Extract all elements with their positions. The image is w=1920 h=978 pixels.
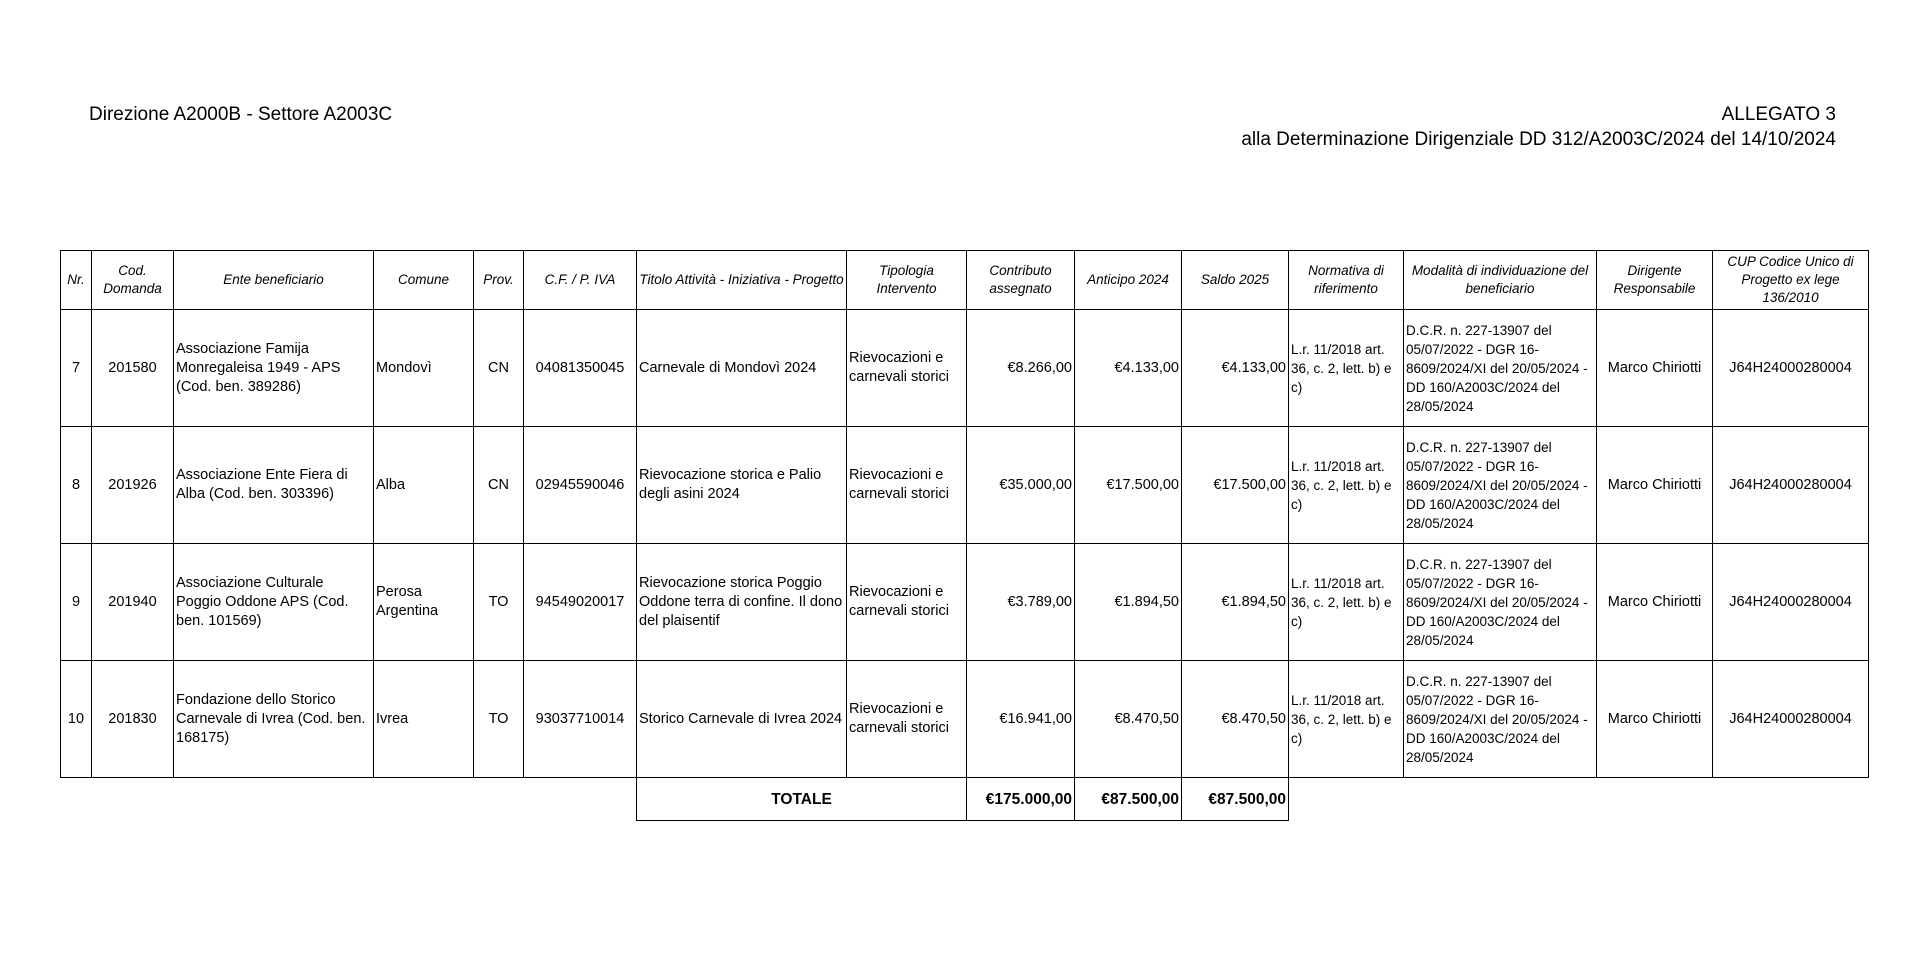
cell-contributo: €16.941,00 xyxy=(967,661,1075,778)
col-anticipo: Anticipo 2024 xyxy=(1075,251,1182,310)
col-normativa: Normativa di riferimento xyxy=(1289,251,1404,310)
total-contributo: €175.000,00 xyxy=(967,778,1075,821)
allegato-title: ALLEGATO 3 xyxy=(1721,104,1836,125)
cell-cup: J64H24000280004 xyxy=(1713,544,1869,661)
cell-cup: J64H24000280004 xyxy=(1713,310,1869,427)
determinazione-reference: alla Determinazione Dirigenziale DD 312/A2003C/2024 del 14/10/2024 xyxy=(1241,129,1836,150)
cell-anticipo: €4.133,00 xyxy=(1075,310,1182,427)
col-titolo: Titolo Attività - Iniziativa - Progetto xyxy=(637,251,847,310)
cell-tipologia: Rievocazioni e carnevali storici xyxy=(847,661,967,778)
cell-contributo: €35.000,00 xyxy=(967,427,1075,544)
cell-tipologia: Rievocazioni e carnevali storici xyxy=(847,544,967,661)
col-saldo: Saldo 2025 xyxy=(1182,251,1289,310)
cell-cf: 02945590046 xyxy=(524,427,637,544)
table-row xyxy=(61,544,1869,661)
cell-modalita: D.C.R. n. 227-13907 del 05/07/2022 - DGR 16-8609/2024/XI del 20/05/2024 - DD 160/A2003C/2024 del 28/05/2024 xyxy=(1404,661,1597,778)
total-label: TOTALE xyxy=(637,778,967,821)
cell-saldo: €1.894,50 xyxy=(1182,544,1289,661)
cell-anticipo: €17.500,00 xyxy=(1075,427,1182,544)
cell-cf: 94549020017 xyxy=(524,544,637,661)
table-header-row xyxy=(61,251,1869,310)
cell-cup: J64H24000280004 xyxy=(1713,427,1869,544)
col-comune: Comune xyxy=(374,251,474,310)
cell-normativa: L.r. 11/2018 art. 36, c. 2, lett. b) e c) xyxy=(1289,310,1404,427)
cell-cod: 201926 xyxy=(92,427,174,544)
table-row xyxy=(61,661,1869,778)
col-prov: Prov. xyxy=(474,251,524,310)
col-cup: CUP Codice Unico di Progetto ex lege 136/2010 xyxy=(1713,251,1869,310)
cell-titolo: Rievocazione storica e Palio degli asini 2024 xyxy=(637,427,847,544)
total-saldo: €87.500,00 xyxy=(1182,778,1289,821)
header-allegato xyxy=(1241,102,1836,152)
cell-prov: TO xyxy=(474,544,524,661)
total-spacer-left xyxy=(61,778,637,821)
table-row xyxy=(61,427,1869,544)
beneficiari-table xyxy=(60,250,1869,821)
col-contributo: Contributo assegnato xyxy=(967,251,1075,310)
cell-tipologia: Rievocazioni e carnevali storici xyxy=(847,427,967,544)
col-dirigente: Dirigente Responsabile xyxy=(1597,251,1713,310)
header-direzione: Direzione A2000B - Settore A2003C xyxy=(89,104,393,125)
cell-nr: 7 xyxy=(61,310,92,427)
cell-tipologia: Rievocazioni e carnevali storici xyxy=(847,310,967,427)
cell-nr: 8 xyxy=(61,427,92,544)
cell-nr: 9 xyxy=(61,544,92,661)
cell-cf: 93037710014 xyxy=(524,661,637,778)
cell-comune: Mondovì xyxy=(374,310,474,427)
cell-comune: Perosa Argentina xyxy=(374,544,474,661)
total-spacer-right xyxy=(1289,778,1869,821)
cell-comune: Alba xyxy=(374,427,474,544)
cell-titolo: Rievocazione storica Poggio Oddone terra di confine. Il dono del plaisentif xyxy=(637,544,847,661)
cell-dirigente: Marco Chiriotti xyxy=(1597,661,1713,778)
cell-ente: Associazione Ente Fiera di Alba (Cod. ben. 303396) xyxy=(174,427,374,544)
cell-cup: J64H24000280004 xyxy=(1713,661,1869,778)
cell-comune: Ivrea xyxy=(374,661,474,778)
cell-contributo: €3.789,00 xyxy=(967,544,1075,661)
cell-contributo: €8.266,00 xyxy=(967,310,1075,427)
cell-titolo: Storico Carnevale di Ivrea 2024 xyxy=(637,661,847,778)
cell-anticipo: €8.470,50 xyxy=(1075,661,1182,778)
cell-anticipo: €1.894,50 xyxy=(1075,544,1182,661)
total-row xyxy=(61,778,1869,821)
cell-ente: Associazione Famija Monregaleisa 1949 - APS (Cod. ben. 389286) xyxy=(174,310,374,427)
cell-dirigente: Marco Chiriotti xyxy=(1597,310,1713,427)
table-row xyxy=(61,310,1869,427)
cell-dirigente: Marco Chiriotti xyxy=(1597,544,1713,661)
cell-saldo: €17.500,00 xyxy=(1182,427,1289,544)
cell-nr: 10 xyxy=(61,661,92,778)
cell-prov: TO xyxy=(474,661,524,778)
col-modalita: Modalità di individuazione del beneficiario xyxy=(1404,251,1597,310)
cell-saldo: €8.470,50 xyxy=(1182,661,1289,778)
col-cf: C.F. / P. IVA xyxy=(524,251,637,310)
cell-normativa: L.r. 11/2018 art. 36, c. 2, lett. b) e c) xyxy=(1289,661,1404,778)
cell-saldo: €4.133,00 xyxy=(1182,310,1289,427)
cell-modalita: D.C.R. n. 227-13907 del 05/07/2022 - DGR 16-8609/2024/XI del 20/05/2024 - DD 160/A2003C/2024 del 28/05/2024 xyxy=(1404,310,1597,427)
cell-cod: 201940 xyxy=(92,544,174,661)
cell-cod: 201580 xyxy=(92,310,174,427)
cell-ente: Fondazione dello Storico Carnevale di Ivrea (Cod. ben. 168175) xyxy=(174,661,374,778)
col-tipologia: Tipologia Intervento xyxy=(847,251,967,310)
col-cod-domanda: Cod. Domanda xyxy=(92,251,174,310)
cell-ente: Associazione Culturale Poggio Oddone APS (Cod. ben. 101569) xyxy=(174,544,374,661)
cell-cf: 04081350045 xyxy=(524,310,637,427)
col-ente: Ente beneficiario xyxy=(174,251,374,310)
col-nr: Nr. xyxy=(61,251,92,310)
cell-prov: CN xyxy=(474,310,524,427)
cell-prov: CN xyxy=(474,427,524,544)
cell-cod: 201830 xyxy=(92,661,174,778)
cell-modalita: D.C.R. n. 227-13907 del 05/07/2022 - DGR 16-8609/2024/XI del 20/05/2024 - DD 160/A2003C/2024 del 28/05/2024 xyxy=(1404,427,1597,544)
cell-normativa: L.r. 11/2018 art. 36, c. 2, lett. b) e c) xyxy=(1289,544,1404,661)
cell-normativa: L.r. 11/2018 art. 36, c. 2, lett. b) e c) xyxy=(1289,427,1404,544)
total-anticipo: €87.500,00 xyxy=(1075,778,1182,821)
cell-modalita: D.C.R. n. 227-13907 del 05/07/2022 - DGR 16-8609/2024/XI del 20/05/2024 - DD 160/A2003C/2024 del 28/05/2024 xyxy=(1404,544,1597,661)
cell-titolo: Carnevale di Mondovì 2024 xyxy=(637,310,847,427)
cell-dirigente: Marco Chiriotti xyxy=(1597,427,1713,544)
